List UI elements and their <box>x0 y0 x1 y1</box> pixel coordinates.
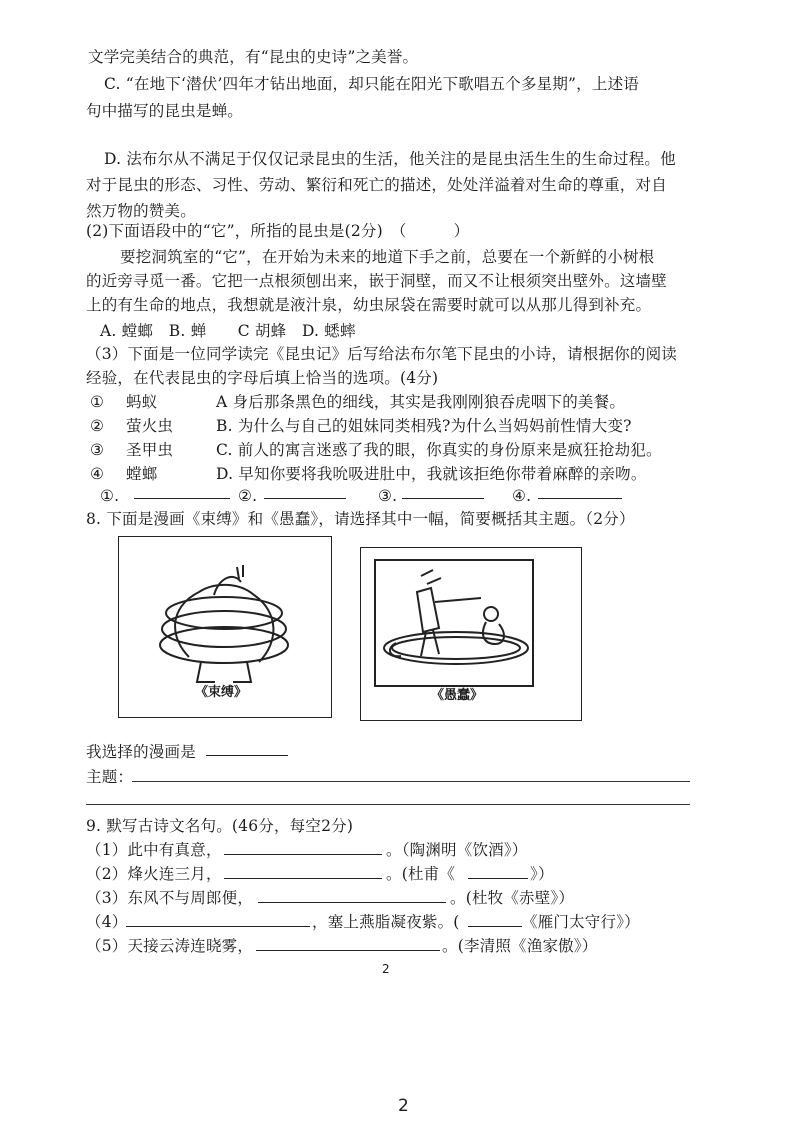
cartoon-yuchun <box>360 547 582 721</box>
poem-item-post: 》） <box>530 865 554 883</box>
poem-item-post: 。(李清照《渔家傲》） <box>442 937 598 955</box>
match-row-insect: 萤火虫 <box>126 417 174 435</box>
match-row-text: D. 早知你要将我吮吸进肚中，我就该拒绝你带着麻醉的亲吻。 <box>216 465 647 483</box>
answer-blank-3[interactable] <box>402 483 484 499</box>
passage-line: 上的有生命的地点，我想就是液汁泉，幼虫尿袋在需要时就可以从那儿得到补充。 <box>86 296 652 314</box>
choice-label: 我选择的漫画是 <box>86 743 196 761</box>
match-row-num: ③ <box>90 441 105 459</box>
passage-line: 要挖洞筑室的“它”，在开始为未来的地道下手之前，总要在一个新鲜的小树根 <box>120 248 655 266</box>
question-9-prompt: 9. 默写古诗文名句。(46分，每空2分) <box>86 817 354 835</box>
match-row-insect: 圣甲虫 <box>126 441 174 459</box>
poem-blank-5[interactable] <box>256 935 440 951</box>
page-number-large: 2 <box>398 1096 409 1116</box>
poem-item-post: 。（陶渊明《饮酒》） <box>386 841 528 859</box>
poem-blank-4b[interactable] <box>468 911 522 927</box>
text-line: 对于昆虫的形态、习性、劳动、繁衍和死亡的描述，处处洋溢着对生命的尊重，对自 <box>86 176 667 194</box>
question-2-prompt: (2)下面语段中的“它”，所指的昆虫是(2分) （ ） <box>86 222 470 240</box>
match-row-text: C. 前人的寓言迷惑了我的眼，你真实的身份原来是疯狂抢劫犯。 <box>216 441 662 459</box>
answer-label: ②. <box>238 487 258 505</box>
answer-label: ③. <box>378 487 398 505</box>
question-3-prompt: （3）下面是一位同学读完《昆虫记》后写给法布尔笔下昆虫的小诗，请根据你的阅读 <box>86 345 677 363</box>
poem-item-pre: （3）东风不与周郎便， <box>86 889 254 907</box>
cartoon-caption: 《愚蠢》 <box>431 688 484 703</box>
cartoon-caption: 《束缚》 <box>195 685 248 700</box>
poem-item-post: 。(杜牧《赤壁》） <box>450 889 575 907</box>
poem-item-pre: （4） <box>86 913 128 931</box>
match-row-insect: 螳螂 <box>126 465 158 483</box>
poem-blank-2[interactable] <box>224 863 382 879</box>
answer-blank-1[interactable] <box>134 483 230 499</box>
passage-line: 的近旁寻觅一番。它把一点根须刨出来，嵌于洞壁，而又不让根须突出壁外。这墙壁 <box>86 272 667 290</box>
theme-answer-line[interactable] <box>86 804 690 805</box>
match-row-num: ① <box>90 393 105 411</box>
choice-blank[interactable] <box>206 740 288 756</box>
question-2-options: A. 螳螂 B. 蝉 C 胡蜂 D. 蟋蟀 <box>100 322 356 340</box>
theme-answer-line[interactable] <box>132 781 690 782</box>
poem-blank-1[interactable] <box>224 839 382 855</box>
cartoon-shufu <box>118 536 332 718</box>
poem-item-post: ，塞上燕脂凝夜紫。( <box>312 913 460 931</box>
text-line: 文学完美结合的典范，有“昆虫的史诗”之美誉。 <box>88 48 419 66</box>
poem-item-post: 。(杜甫《 <box>386 865 456 883</box>
poem-item-pre: （2）烽火连三月， <box>86 865 222 883</box>
question-8-prompt: 8. 下面是漫画《束缚》和《愚蠢》，请选择其中一幅，简要概括其主题。（2分） <box>86 510 635 528</box>
poem-item-post: 《雁门太守行》） <box>522 913 640 931</box>
option-d-line: D. 法布尔从不满足于仅仅记录昆虫的生活，他关注的是昆虫活生生的生命过程。他 <box>104 150 676 168</box>
option-c-line: C. “在地下‘潜伏’四年才钻出地面，却只能在阳光下歌唱五个多星期”，上述语 <box>104 75 639 93</box>
text-line: 句中描写的昆虫是蝉。 <box>86 102 244 120</box>
answer-blank-4[interactable] <box>538 483 622 499</box>
answer-label: ①. <box>100 487 120 505</box>
match-row-text: B. 为什么与自己的姐妹同类相残?为什么当妈妈前性情大变? <box>216 417 632 435</box>
answer-blank-2[interactable] <box>264 483 346 499</box>
match-row-insect: 蚂蚁 <box>126 393 158 411</box>
poem-item-pre: （1）此中有真意， <box>86 841 222 859</box>
match-row-num: ④ <box>90 465 105 483</box>
poem-item-pre: （5）天接云涛连晓雾， <box>86 937 254 955</box>
poem-blank-4[interactable] <box>126 911 310 927</box>
match-row-text: A 身后那条黑色的细线，其实是我刚刚狼吞虎咽下的美餐。 <box>216 393 626 411</box>
poem-blank-3[interactable] <box>258 887 446 903</box>
page-number-small: 2 <box>382 962 390 976</box>
question-3-prompt: 经验，在代表昆虫的字母后填上恰当的选项。(4分) <box>86 369 439 387</box>
text-line: 然万物的赞美。 <box>86 202 196 220</box>
answer-label: ④. <box>512 487 532 505</box>
poem-blank-2b[interactable] <box>468 863 528 879</box>
theme-label: 主题： <box>86 768 134 786</box>
match-row-num: ② <box>90 417 105 435</box>
